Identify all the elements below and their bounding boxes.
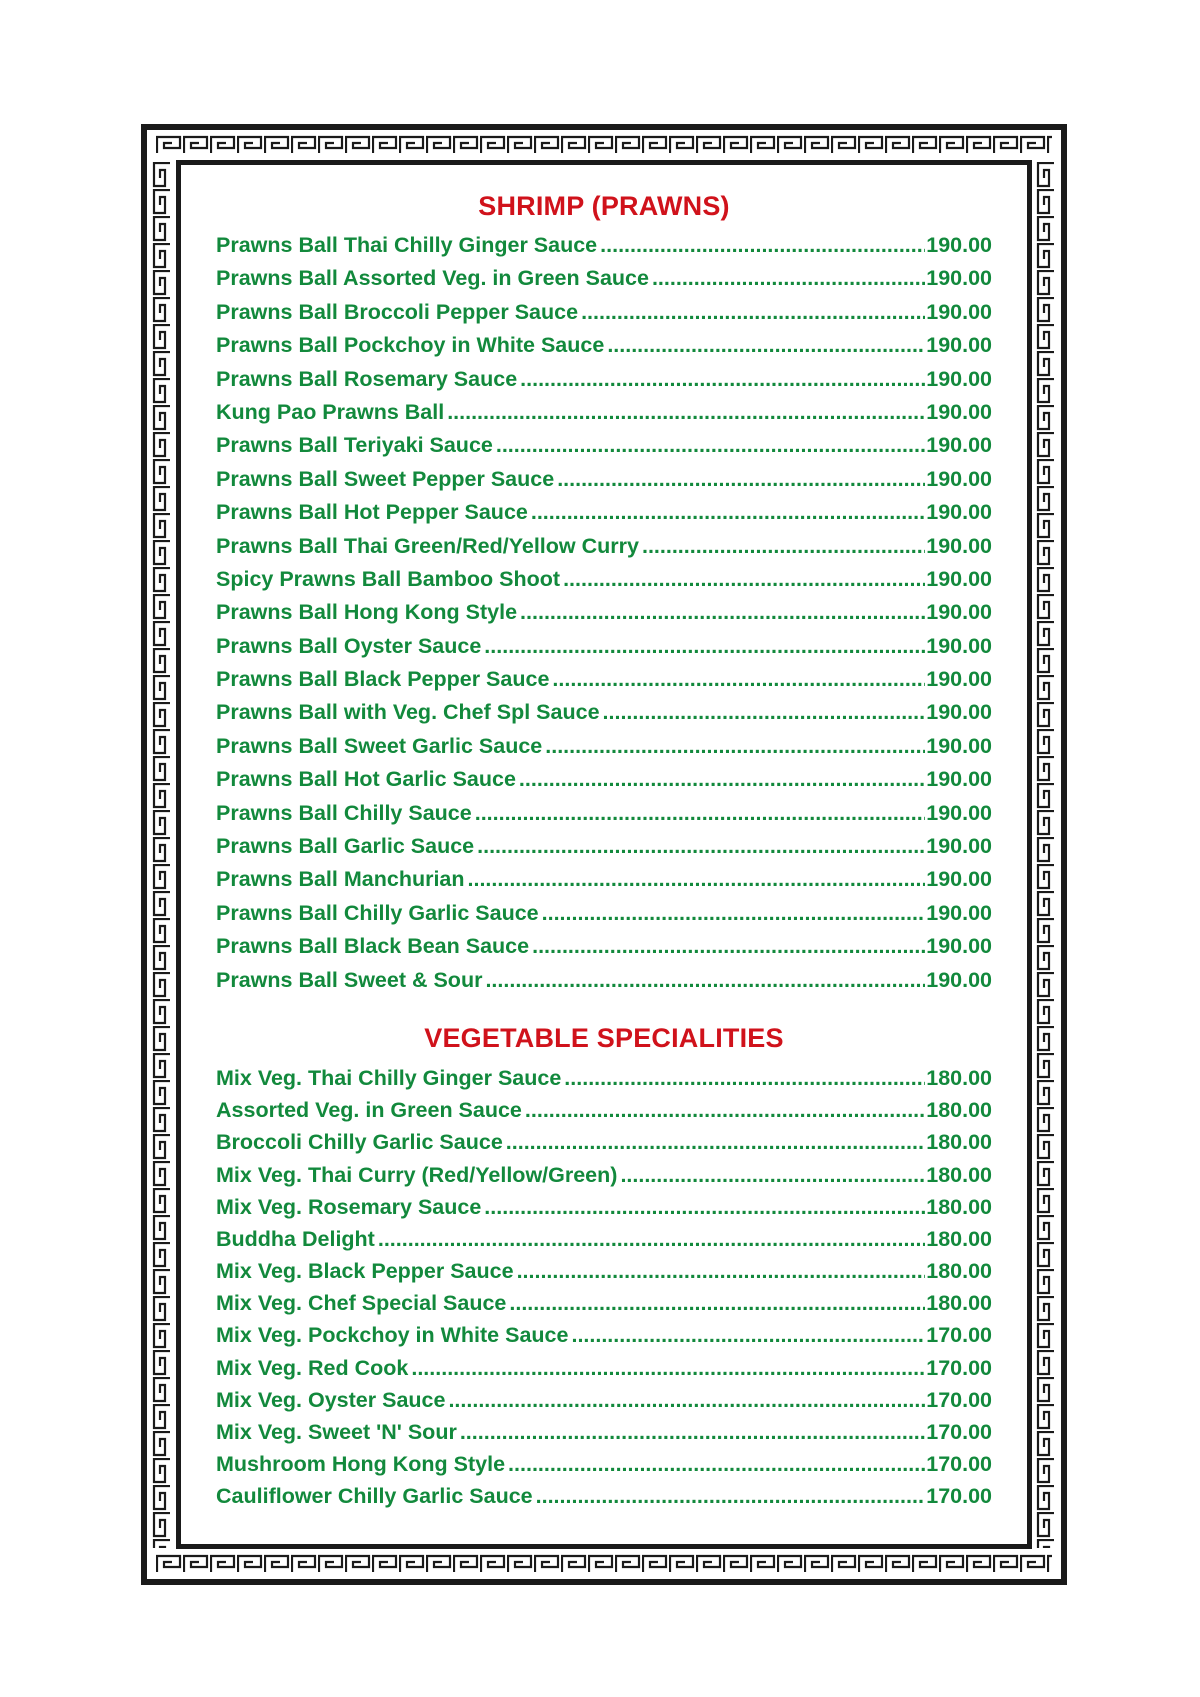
item-price: 170.00 <box>926 1387 992 1412</box>
dot-leader <box>485 964 925 997</box>
item-name: Kung Pao Prawns Ball <box>216 399 445 424</box>
item-name: Prawns Ball Black Pepper Sauce <box>216 667 550 692</box>
menu-item <box>216 663 992 696</box>
menu-item <box>216 496 992 529</box>
item-price: 190.00 <box>926 767 992 792</box>
dot-leader <box>557 463 925 496</box>
dot-leader <box>411 1352 925 1384</box>
item-name: Buddha Delight <box>216 1226 375 1251</box>
item-name: Prawns Ball Hong Kong Style <box>216 600 518 625</box>
section-vegetable-specialities <box>216 1022 992 1513</box>
item-name: Prawns Ball Hot Garlic Sauce <box>216 767 516 792</box>
item-price: 190.00 <box>926 500 992 525</box>
menu-item <box>216 596 992 629</box>
dot-leader <box>600 229 925 262</box>
menu-item <box>216 863 992 896</box>
item-price: 180.00 <box>926 1065 992 1090</box>
item-price: 190.00 <box>926 399 992 424</box>
item-price: 190.00 <box>926 633 992 658</box>
item-price: 170.00 <box>926 1355 992 1380</box>
item-price: 170.00 <box>926 1452 992 1477</box>
item-name: Prawns Ball with Veg. Chef Spl Sauce <box>216 700 600 725</box>
dot-leader <box>378 1223 925 1255</box>
item-name: Prawns Ball Pockchoy in White Sauce <box>216 333 605 358</box>
dot-leader <box>484 1191 925 1223</box>
menu-item <box>216 1480 992 1512</box>
menu-item <box>216 396 992 429</box>
item-price: 190.00 <box>926 333 992 358</box>
dot-leader <box>506 1126 925 1158</box>
item-price: 180.00 <box>926 1098 992 1123</box>
item-name: Prawns Ball Oyster Sauce <box>216 633 482 658</box>
item-name: Broccoli Chilly Garlic Sauce <box>216 1130 503 1155</box>
item-name: Mix Veg. Thai Curry (Red/Yellow/Green) <box>216 1162 618 1187</box>
item-price: 170.00 <box>926 1484 992 1509</box>
item-price: 190.00 <box>926 967 992 992</box>
dot-leader <box>552 663 925 696</box>
item-name: Mix Veg. Chef Special Sauce <box>216 1291 507 1316</box>
item-name: Prawns Ball Broccoli Pepper Sauce <box>216 299 579 324</box>
menu-content <box>216 190 992 1513</box>
item-name: Assorted Veg. in Green Sauce <box>216 1098 522 1123</box>
item-price: 190.00 <box>926 934 992 959</box>
item-price: 190.00 <box>926 299 992 324</box>
greek-key-border-left-icon <box>151 162 173 1548</box>
menu-item <box>216 429 992 462</box>
greek-key-border-right-icon <box>1035 162 1057 1548</box>
item-name: Prawns Ball Rosemary Sauce <box>216 366 518 391</box>
dot-leader <box>484 630 925 663</box>
item-name: Prawns Ball Chilly Garlic Sauce <box>216 900 539 925</box>
menu-item <box>216 930 992 963</box>
dot-leader <box>545 730 925 763</box>
menu-item <box>216 897 992 930</box>
section-title: SHRIMP (PRAWNS) <box>478 191 730 221</box>
item-price: 180.00 <box>926 1259 992 1284</box>
item-price: 190.00 <box>926 867 992 892</box>
item-price: 190.00 <box>926 466 992 491</box>
dot-leader <box>542 897 926 930</box>
menu-item-list <box>216 1062 992 1513</box>
menu-item <box>216 1094 992 1126</box>
item-name: Mix Veg. Oyster Sauce <box>216 1387 446 1412</box>
menu-item <box>216 1319 992 1351</box>
item-name: Mix Veg. Sweet 'N' Sour <box>216 1420 457 1445</box>
item-price: 190.00 <box>926 566 992 591</box>
dot-leader <box>536 1480 926 1512</box>
item-price: 180.00 <box>926 1162 992 1187</box>
menu-item <box>216 296 992 329</box>
item-price: 180.00 <box>926 1130 992 1155</box>
dot-leader <box>496 429 925 462</box>
dot-leader <box>519 763 925 796</box>
dot-leader <box>581 296 925 329</box>
item-price: 190.00 <box>926 900 992 925</box>
menu-item <box>216 530 992 563</box>
dot-leader <box>563 563 925 596</box>
item-name: Cauliflower Chilly Garlic Sauce <box>216 1484 533 1509</box>
menu-item <box>216 730 992 763</box>
menu-item <box>216 329 992 362</box>
dot-leader <box>477 830 925 863</box>
menu-item <box>216 1448 992 1480</box>
item-name: Prawns Ball Teriyaki Sauce <box>216 433 493 458</box>
dot-leader <box>525 1094 925 1126</box>
menu-item <box>216 563 992 596</box>
menu-item <box>216 1287 992 1319</box>
menu-item <box>216 696 992 729</box>
dot-leader <box>517 1255 926 1287</box>
item-name: Mushroom Hong Kong Style <box>216 1452 506 1477</box>
item-price: 190.00 <box>926 533 992 558</box>
dot-leader <box>564 1062 925 1094</box>
dot-leader <box>448 1384 925 1416</box>
item-name: Prawns Ball Sweet Garlic Sauce <box>216 733 543 758</box>
item-name: Mix Veg. Thai Chilly Ginger Sauce <box>216 1065 562 1090</box>
item-name: Mix Veg. Black Pepper Sauce <box>216 1259 514 1284</box>
menu-item <box>216 1352 992 1384</box>
dot-leader <box>475 797 926 830</box>
dot-leader <box>642 530 925 563</box>
menu-item <box>216 1126 992 1158</box>
item-name: Prawns Ball Black Bean Sauce <box>216 934 530 959</box>
menu-item-list <box>216 229 992 997</box>
menu-item <box>216 763 992 796</box>
section-title: VEGETABLE SPECIALITIES <box>424 1022 784 1053</box>
greek-key-border-top-icon <box>156 134 1052 156</box>
menu-item <box>216 1159 992 1191</box>
dot-leader <box>531 496 925 529</box>
dot-leader <box>603 696 926 729</box>
item-price: 190.00 <box>926 600 992 625</box>
menu-item <box>216 1384 992 1416</box>
item-name: Prawns Ball Assorted Veg. in Green Sauce <box>216 266 649 291</box>
menu-item <box>216 830 992 863</box>
menu-item <box>216 797 992 830</box>
item-price: 190.00 <box>926 366 992 391</box>
item-price: 180.00 <box>926 1226 992 1251</box>
dot-leader <box>532 930 925 963</box>
item-price: 170.00 <box>926 1323 992 1348</box>
dot-leader <box>620 1159 925 1191</box>
menu-item <box>216 262 992 295</box>
item-price: 170.00 <box>926 1420 992 1445</box>
menu-item <box>216 229 992 262</box>
item-price: 190.00 <box>926 700 992 725</box>
item-name: Prawns Ball Thai Green/Red/Yellow Curry <box>216 533 639 558</box>
menu-item <box>216 463 992 496</box>
menu-item <box>216 1223 992 1255</box>
dot-leader <box>509 1287 925 1319</box>
menu-item <box>216 1062 992 1094</box>
item-price: 180.00 <box>926 1291 992 1316</box>
item-name: Prawns Ball Manchurian <box>216 867 465 892</box>
item-price: 190.00 <box>926 800 992 825</box>
item-name: Mix Veg. Red Cook <box>216 1355 409 1380</box>
dot-leader <box>508 1448 925 1480</box>
item-name: Mix Veg. Rosemary Sauce <box>216 1194 482 1219</box>
item-name: Prawns Ball Garlic Sauce <box>216 834 475 859</box>
dot-leader <box>447 396 925 429</box>
dot-leader <box>520 596 925 629</box>
item-name: Prawns Ball Sweet Pepper Sauce <box>216 466 555 491</box>
menu-item <box>216 1416 992 1448</box>
item-name: Prawns Ball Thai Chilly Ginger Sauce <box>216 233 598 257</box>
menu-item <box>216 1255 992 1287</box>
item-price: 180.00 <box>926 1194 992 1219</box>
item-name: Prawns Ball Hot Pepper Sauce <box>216 500 528 525</box>
item-price: 190.00 <box>926 266 992 291</box>
section-shrimp-prawns <box>216 190 992 997</box>
menu-item <box>216 1191 992 1223</box>
item-price: 190.00 <box>926 433 992 458</box>
dot-leader <box>652 262 925 295</box>
dot-leader <box>468 863 926 896</box>
item-name: Spicy Prawns Ball Bamboo Shoot <box>216 566 561 591</box>
item-price: 190.00 <box>926 667 992 692</box>
dot-leader <box>607 329 925 362</box>
item-price: 190.00 <box>926 733 992 758</box>
dot-leader <box>460 1416 925 1448</box>
greek-key-border-bottom-icon <box>156 1553 1052 1575</box>
item-name: Prawns Ball Sweet & Sour <box>216 967 483 992</box>
item-name: Prawns Ball Chilly Sauce <box>216 800 472 825</box>
dot-leader <box>571 1319 925 1351</box>
item-name: Mix Veg. Pockchoy in White Sauce <box>216 1323 569 1348</box>
menu-item <box>216 363 992 396</box>
item-price: 190.00 <box>926 834 992 859</box>
item-price: 190.00 <box>926 233 992 257</box>
dot-leader <box>520 363 925 396</box>
menu-item <box>216 630 992 663</box>
menu-item <box>216 964 992 997</box>
